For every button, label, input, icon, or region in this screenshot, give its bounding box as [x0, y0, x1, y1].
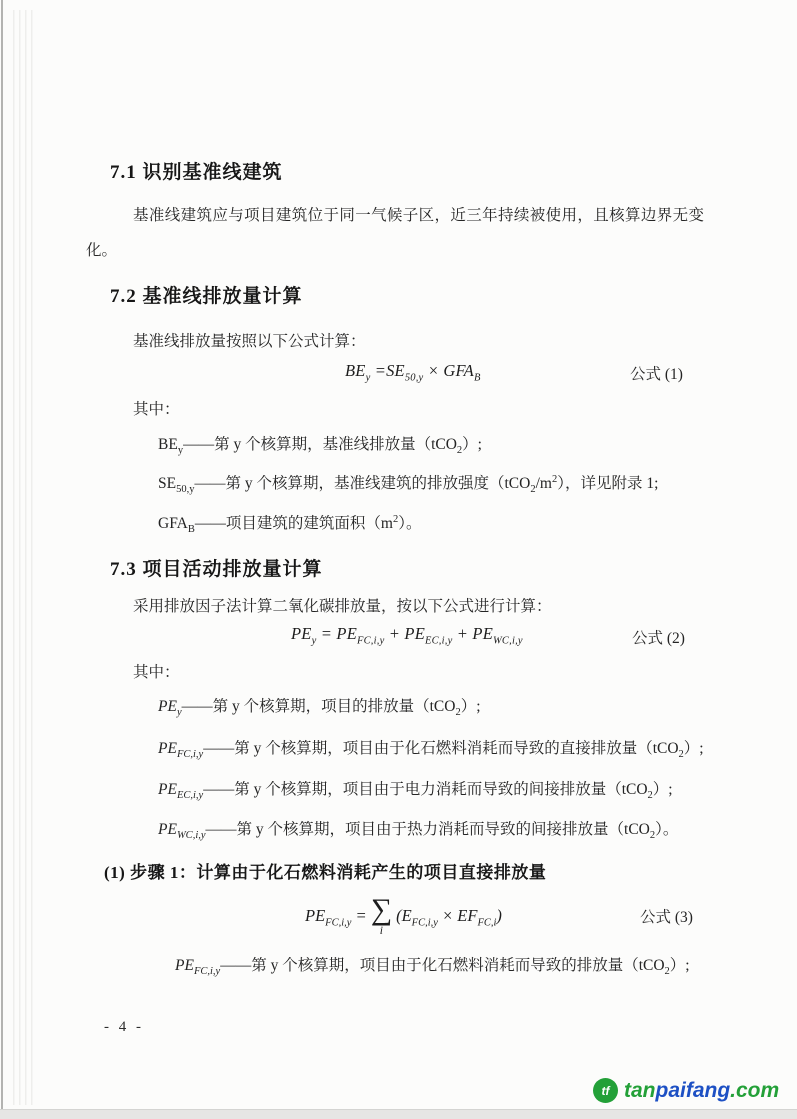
definition-item-pe-fc: $PE_{FC,i,y}——$第 y 个核算期，项目由于化石燃料消耗而导致的直接排放量（tCO$_2$）; — [158, 740, 704, 761]
scan-left-edge — [1, 0, 3, 1111]
formula-3 — [305, 888, 502, 944]
tanpaifang-logo-icon: tf — [593, 1078, 618, 1103]
watermark — [593, 1078, 779, 1103]
formula-1-label: 公式 (1) — [630, 366, 683, 383]
formula-3-lhs: $PE_{FC,i,y}$ = — [305, 906, 367, 929]
sigma-index: i — [379, 924, 383, 937]
section-7-1-heading: 7.1 识别基准线建筑 — [110, 162, 283, 183]
formula-2: $PE_y = PE_{FC,i,y} + PE_{EC,i,y} + PE_{WC,i,y}$ — [291, 624, 523, 647]
section-7-3-intro: 采用排放因子法计算二氧化碳排放量，按以下公式进行计算： — [133, 598, 552, 615]
formula-3-label: 公式 (3) — [640, 909, 693, 926]
definition-item-pe-fc-last: $PE_{FC,i,y}——$第 y 个核算期，项目由于化石燃料消耗而导致的排放量（tCO$_2$）; — [175, 957, 690, 978]
watermark-text-part: paifang — [655, 1078, 731, 1102]
watermark-text-part: tan — [624, 1078, 656, 1102]
scan-bottom-edge — [0, 1109, 797, 1119]
formula-1: $BE_y =SE_{50,y} \times GFA_B$ — [345, 361, 481, 384]
sigma-glyph: ∑ — [370, 892, 393, 926]
section-7-2-where: 其中： — [133, 401, 180, 418]
definition-item-pe-y: $PE_y——$第 y 个核算期，项目的排放量（tCO$_2$）; — [158, 698, 481, 719]
formula-3-rhs: $(E_{FC,i,y} \times EF_{FC,i})$ — [396, 906, 502, 929]
section-7-2-intro: 基准线排放量按照以下公式计算： — [133, 333, 366, 350]
watermark-text-part: .com — [730, 1078, 780, 1102]
formula-2-label: 公式 (2) — [632, 630, 685, 647]
section-7-3-where: 其中： — [133, 664, 180, 681]
definition-item-gfa: $GFA_B——$项目建筑的建筑面积$(m^2)$。 — [158, 513, 422, 536]
page-number: - 4 - — [104, 1019, 144, 1035]
section-7-3-heading: 7.3 项目活动排放量计算 — [110, 559, 323, 580]
scan-shadow-streaks — [13, 10, 35, 1105]
watermark-text — [624, 1079, 779, 1103]
section-7-2-heading: 7.2 基准线排放量计算 — [110, 286, 303, 307]
section-7-1-paragraph: 基准线建筑应与项目建筑位于同一气候子区，近三年持续被使用，且核算边界无变化。 — [86, 207, 704, 259]
definition-item-pe-wc: $PE_{WC,i,y}——$第 y 个核算期，项目由于热力消耗而导致的间接排放量（tCO$_2$）。 — [158, 821, 679, 842]
definition-item-be: $BE_y——$第 y 个核算期，基准线排放量（tCO$_2$）; — [158, 436, 482, 457]
definition-item-pe-ec: $PE_{EC,i,y}——$第 y 个核算期，项目由于电力消耗而导致的间接排放量（tCO$_2$）; — [158, 781, 673, 802]
step-1-heading: (1) 步骤 1：计算由于化石燃料消耗产生的项目直接排放量 — [104, 863, 547, 882]
summation-symbol — [370, 892, 393, 938]
definition-item-se: $SE_{50,y}——$第 y 个核算期，基准线建筑的排放强度$(tCO_2/m^2)$，详见附录 1; — [158, 473, 659, 496]
